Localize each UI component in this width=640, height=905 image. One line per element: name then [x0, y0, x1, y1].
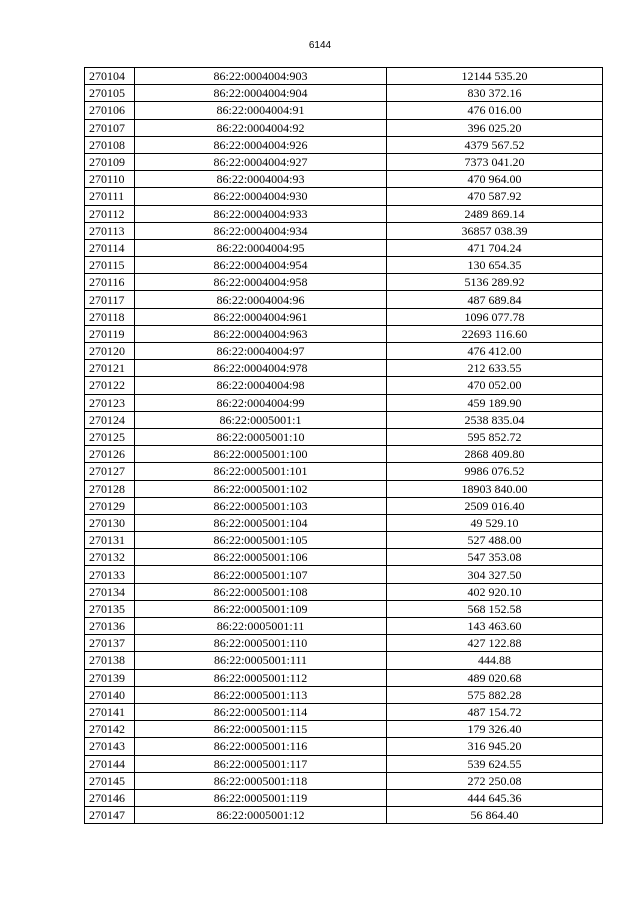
table-row [85, 394, 603, 411]
row-number-cell: 270137 [85, 635, 135, 652]
row-number-cell: 270139 [85, 669, 135, 686]
table-row [85, 222, 603, 239]
table-row [85, 703, 603, 720]
cadastral-number-cell: 86:22:0005001:100 [135, 446, 387, 463]
row-number-cell: 270104 [85, 68, 135, 85]
cadastral-number-cell: 86:22:0004004:92 [135, 119, 387, 136]
row-number-cell: 270110 [85, 171, 135, 188]
table-row [85, 600, 603, 617]
cadastral-value-cell: 476 016.00 [387, 102, 603, 119]
row-number-cell: 270136 [85, 618, 135, 635]
row-number-cell: 270130 [85, 514, 135, 531]
row-number-cell: 270142 [85, 721, 135, 738]
table-row [85, 119, 603, 136]
cadastral-value-cell: 539 624.55 [387, 755, 603, 772]
cadastral-number-cell: 86:22:0004004:96 [135, 291, 387, 308]
cadastral-value-cell: 2538 835.04 [387, 411, 603, 428]
cadastral-number-cell: 86:22:0005001:108 [135, 583, 387, 600]
table-row [85, 480, 603, 497]
cadastral-value-cell: 444.88 [387, 652, 603, 669]
cadastral-number-cell: 86:22:0004004:961 [135, 308, 387, 325]
row-number-cell: 270141 [85, 703, 135, 720]
table-row [85, 85, 603, 102]
table-row [85, 188, 603, 205]
cadastral-value-cell: 527 488.00 [387, 532, 603, 549]
table-row [85, 772, 603, 789]
row-number-cell: 270111 [85, 188, 135, 205]
row-number-cell: 270116 [85, 274, 135, 291]
table-row [85, 360, 603, 377]
cadastral-value-cell: 402 920.10 [387, 583, 603, 600]
row-number-cell: 270108 [85, 136, 135, 153]
cadastral-number-cell: 86:22:0005001:10 [135, 428, 387, 445]
cadastral-value-cell: 2489 869.14 [387, 205, 603, 222]
cadastral-value-cell: 459 189.90 [387, 394, 603, 411]
row-number-cell: 270128 [85, 480, 135, 497]
row-number-cell: 270122 [85, 377, 135, 394]
cadastral-value-cell: 2509 016.40 [387, 497, 603, 514]
cadastral-number-cell: 86:22:0005001:119 [135, 789, 387, 806]
table-row [85, 686, 603, 703]
table-row [85, 789, 603, 806]
row-number-cell: 270114 [85, 239, 135, 256]
row-number-cell: 270125 [85, 428, 135, 445]
row-number-cell: 270107 [85, 119, 135, 136]
cadastral-number-cell: 86:22:0005001:117 [135, 755, 387, 772]
table-row [85, 549, 603, 566]
table-row [85, 205, 603, 222]
cadastral-number-cell: 86:22:0004004:97 [135, 343, 387, 360]
cadastral-value-cell: 471 704.24 [387, 239, 603, 256]
cadastral-number-cell: 86:22:0004004:93 [135, 171, 387, 188]
cadastral-value-cell: 56 864.40 [387, 807, 603, 824]
table-row [85, 291, 603, 308]
cadastral-number-cell: 86:22:0004004:954 [135, 257, 387, 274]
table-row [85, 68, 603, 85]
table-row [85, 411, 603, 428]
table-row [85, 497, 603, 514]
cadastral-value-cell: 179 326.40 [387, 721, 603, 738]
cadastral-value-table [84, 67, 603, 824]
row-number-cell: 270123 [85, 394, 135, 411]
cadastral-number-cell: 86:22:0005001:1 [135, 411, 387, 428]
cadastral-value-cell: 476 412.00 [387, 343, 603, 360]
cadastral-number-cell: 86:22:0005001:114 [135, 703, 387, 720]
cadastral-value-cell: 595 852.72 [387, 428, 603, 445]
cadastral-number-cell: 86:22:0005001:111 [135, 652, 387, 669]
page-number: 6144 [308, 40, 332, 51]
table-row [85, 308, 603, 325]
row-number-cell: 270119 [85, 325, 135, 342]
cadastral-value-cell: 2868 409.80 [387, 446, 603, 463]
row-number-cell: 270134 [85, 583, 135, 600]
table-row [85, 446, 603, 463]
table-row [85, 102, 603, 119]
table-row [85, 377, 603, 394]
row-number-cell: 270135 [85, 600, 135, 617]
cadastral-value-cell: 547 353.08 [387, 549, 603, 566]
table-row [85, 635, 603, 652]
row-number-cell: 270121 [85, 360, 135, 377]
row-number-cell: 270106 [85, 102, 135, 119]
table-row [85, 721, 603, 738]
cadastral-value-cell: 272 250.08 [387, 772, 603, 789]
cadastral-value-cell: 18903 840.00 [387, 480, 603, 497]
cadastral-value-cell: 4379 567.52 [387, 136, 603, 153]
table-row [85, 239, 603, 256]
cadastral-number-cell: 86:22:0004004:91 [135, 102, 387, 119]
table-row [85, 463, 603, 480]
cadastral-number-cell: 86:22:0005001:110 [135, 635, 387, 652]
table-row [85, 136, 603, 153]
cadastral-number-cell: 86:22:0005001:12 [135, 807, 387, 824]
table-row [85, 325, 603, 342]
cadastral-value-cell: 470 964.00 [387, 171, 603, 188]
cadastral-number-cell: 86:22:0004004:904 [135, 85, 387, 102]
table-body [85, 68, 603, 824]
cadastral-value-cell: 5136 289.92 [387, 274, 603, 291]
cadastral-number-cell: 86:22:0005001:107 [135, 566, 387, 583]
row-number-cell: 270132 [85, 549, 135, 566]
row-number-cell: 270147 [85, 807, 135, 824]
cadastral-value-cell: 143 463.60 [387, 618, 603, 635]
cadastral-value-cell: 212 633.55 [387, 360, 603, 377]
cadastral-value-cell: 830 372.16 [387, 85, 603, 102]
cadastral-number-cell: 86:22:0005001:115 [135, 721, 387, 738]
cadastral-number-cell: 86:22:0005001:102 [135, 480, 387, 497]
row-number-cell: 270129 [85, 497, 135, 514]
table-row [85, 652, 603, 669]
cadastral-number-cell: 86:22:0005001:113 [135, 686, 387, 703]
cadastral-number-cell: 86:22:0004004:98 [135, 377, 387, 394]
cadastral-number-cell: 86:22:0005001:106 [135, 549, 387, 566]
row-number-cell: 270124 [85, 411, 135, 428]
row-number-cell: 270113 [85, 222, 135, 239]
cadastral-number-cell: 86:22:0005001:118 [135, 772, 387, 789]
cadastral-number-cell: 86:22:0005001:112 [135, 669, 387, 686]
row-number-cell: 270144 [85, 755, 135, 772]
cadastral-number-cell: 86:22:0005001:103 [135, 497, 387, 514]
cadastral-value-cell: 304 327.50 [387, 566, 603, 583]
cadastral-number-cell: 86:22:0005001:11 [135, 618, 387, 635]
cadastral-number-cell: 86:22:0004004:903 [135, 68, 387, 85]
cadastral-number-cell: 86:22:0005001:101 [135, 463, 387, 480]
table-row [85, 428, 603, 445]
cadastral-value-cell: 1096 077.78 [387, 308, 603, 325]
cadastral-value-cell: 487 154.72 [387, 703, 603, 720]
cadastral-value-cell: 130 654.35 [387, 257, 603, 274]
cadastral-value-cell: 489 020.68 [387, 669, 603, 686]
row-number-cell: 270138 [85, 652, 135, 669]
cadastral-number-cell: 86:22:0004004:963 [135, 325, 387, 342]
cadastral-value-cell: 36857 038.39 [387, 222, 603, 239]
cadastral-value-cell: 568 152.58 [387, 600, 603, 617]
cadastral-number-cell: 86:22:0005001:116 [135, 738, 387, 755]
table-row [85, 669, 603, 686]
cadastral-value-cell: 444 645.36 [387, 789, 603, 806]
cadastral-value-cell: 470 587.92 [387, 188, 603, 205]
table-row [85, 171, 603, 188]
cadastral-number-cell: 86:22:0005001:109 [135, 600, 387, 617]
table-row [85, 343, 603, 360]
cadastral-value-cell: 22693 116.60 [387, 325, 603, 342]
cadastral-value-cell: 427 122.88 [387, 635, 603, 652]
table-row [85, 257, 603, 274]
cadastral-value-cell: 575 882.28 [387, 686, 603, 703]
row-number-cell: 270143 [85, 738, 135, 755]
table-row [85, 807, 603, 824]
cadastral-value-cell: 49 529.10 [387, 514, 603, 531]
row-number-cell: 270133 [85, 566, 135, 583]
table-row [85, 153, 603, 170]
cadastral-number-cell: 86:22:0004004:927 [135, 153, 387, 170]
cadastral-value-cell: 12144 535.20 [387, 68, 603, 85]
cadastral-number-cell: 86:22:0004004:934 [135, 222, 387, 239]
cadastral-value-cell: 316 945.20 [387, 738, 603, 755]
table-row [85, 274, 603, 291]
cadastral-value-cell: 487 689.84 [387, 291, 603, 308]
cadastral-number-cell: 86:22:0004004:930 [135, 188, 387, 205]
table-row [85, 583, 603, 600]
cadastral-value-cell: 7373 041.20 [387, 153, 603, 170]
cadastral-number-cell: 86:22:0004004:933 [135, 205, 387, 222]
row-number-cell: 270140 [85, 686, 135, 703]
table-row [85, 514, 603, 531]
cadastral-number-cell: 86:22:0004004:958 [135, 274, 387, 291]
cadastral-value-cell: 9986 076.52 [387, 463, 603, 480]
table-row [85, 738, 603, 755]
cadastral-value-cell: 396 025.20 [387, 119, 603, 136]
row-number-cell: 270127 [85, 463, 135, 480]
row-number-cell: 270118 [85, 308, 135, 325]
cadastral-value-cell: 470 052.00 [387, 377, 603, 394]
row-number-cell: 270105 [85, 85, 135, 102]
row-number-cell: 270131 [85, 532, 135, 549]
cadastral-number-cell: 86:22:0004004:95 [135, 239, 387, 256]
row-number-cell: 270146 [85, 789, 135, 806]
row-number-cell: 270145 [85, 772, 135, 789]
table-row [85, 532, 603, 549]
table-row [85, 755, 603, 772]
row-number-cell: 270109 [85, 153, 135, 170]
cadastral-number-cell: 86:22:0005001:104 [135, 514, 387, 531]
row-number-cell: 270112 [85, 205, 135, 222]
row-number-cell: 270115 [85, 257, 135, 274]
row-number-cell: 270120 [85, 343, 135, 360]
cadastral-number-cell: 86:22:0004004:99 [135, 394, 387, 411]
row-number-cell: 270117 [85, 291, 135, 308]
table-row [85, 618, 603, 635]
cadastral-number-cell: 86:22:0005001:105 [135, 532, 387, 549]
table-row [85, 566, 603, 583]
row-number-cell: 270126 [85, 446, 135, 463]
cadastral-number-cell: 86:22:0004004:978 [135, 360, 387, 377]
cadastral-number-cell: 86:22:0004004:926 [135, 136, 387, 153]
